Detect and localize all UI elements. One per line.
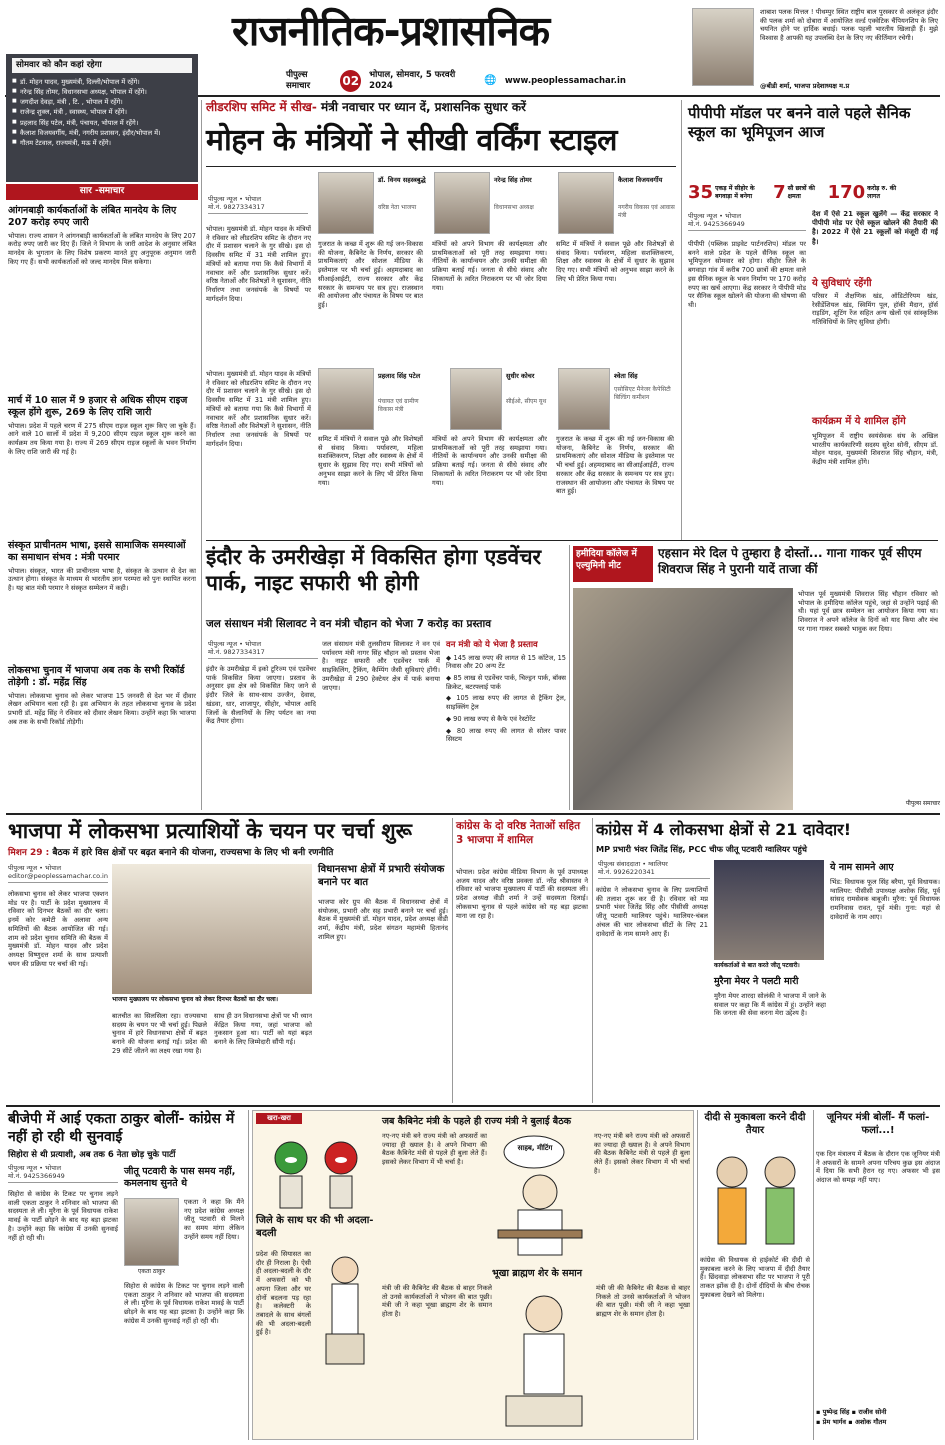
lead-body-2: गुजरात के कच्छ में शुरू की गई जन-विकास की योजना, कैबिनेट के निर्णय, सरकार की प्राथमिकताएं और सोशल मीडिया के इस्तेमाल पर भी चर्चा हुई। अहमदाबाद का सीआईआईटी, राज्य सरकार और केंद्र सरकार के समन्वय पर सत्र हुए। राजस्थान की आयोजना और पंचायत के विषय पर बात हुई।	[318, 240, 423, 309]
alumni-label: हमीदिया कॉलेज में एल्युमिनी मीट	[573, 546, 653, 582]
schedule-list	[12, 77, 192, 149]
column-divider	[813, 1110, 814, 1440]
person-photo	[318, 368, 374, 430]
column-divider	[569, 545, 570, 810]
park-proposal-box	[446, 640, 566, 805]
portrait-card	[318, 172, 426, 234]
park-body-1: इंदौर के उमरीखेड़ा में इको टूरिज्म एवं एडवेंचर पार्क विकसित किया जाएगा। प्रस्ताव के अनुसार इस क्षेत्र को विकसित किए जाने से इंदौर जिले के साथ-साथ उज्जैन, देवास, खंडवा, धार, शाजापुर, सीहोर, भोपाल आदि जिलों के सैलानियों के लिए पर्यटन का नया केंद्र तैयार होगा।	[206, 665, 316, 726]
person-role: पंचायत एवं ग्रामीण विकास मंत्री	[378, 398, 419, 413]
list-item: ■ राजेन्द्र शुक्ल, मंत्री , स्वास्थ्य, भोपाल में रहेंगे।	[12, 107, 192, 117]
cong-two-body: भोपाल। प्रदेश कांग्रेस मीडिया विभाग के पूर्व उपाध्यक्ष अजय यादव और वरिष्ठ प्रवक्ता डॉ. नरेंद्र श्रीवास्तव ने रविवार को भाजपा मुख्यालय में पार्टी की सदस्यता ली। प्रदेश अध्यक्ष वीडी शर्मा ने उन्हें सदस्यता दिलाई। लोकसभा चुनाव से पहले कांग्रेस को यह बड़ा झटका माना जा रहा है।	[456, 868, 588, 920]
person-photo	[318, 172, 374, 234]
credit-name: राजीव सोनी	[858, 1408, 887, 1416]
bjp-headline: भाजपा में लोकसभा प्रत्याशियों के चयन पर चर्चा शुरू	[8, 819, 412, 843]
park-body-2: जल संसाधन मंत्री तुलसीराम सिलावट ने वन एवं पर्यावरण मंत्री नागर सिंह चौहान को प्रस्ताव भेजा है। नाइट सफारी और एडवेंचर पार्क में साइकिलिंग, ट्रैकिंग, कैम्पिंग जैसी सुविधाएं होंगी। उमरीखेड़ा में 290 हेक्टेयर क्षेत्र में पार्क बनाया जाएगा।	[322, 640, 440, 692]
school-sub2-body: भूमिपूजन में राष्ट्रीय स्वयंसेवक संघ के अखिल भारतीय कार्यकारिणी सदस्य सुरेश सोनी, सीएम डॉ. मोहन यादव, मुख्यमंत्री शिवराज सिंह चौहान, मंत्री, केंद्रीय मंत्री शामिल होंगे।	[812, 432, 938, 467]
page-number: 02	[340, 70, 361, 92]
brief-2	[8, 395, 196, 535]
school-sub2: कार्यक्रम में ये शामिल होंगे	[812, 416, 906, 427]
school-side: देश में ऐसे 21 स्कूल खुलेंगे — केंद्र सरकार ने पीपीपी मोड पर ऐसे स्कूल खोलने की तैयारी की है। 2022 में ऐसे 21 स्कूलों को मंजूरी दी गई है।	[812, 210, 938, 246]
lead-body-7: मंत्रियों को अपने विभाग की कार्यक्षमता और प्राथमिकताओं को पूरी तरह समझाया गया। नीतियों के कार्यान्वयन और उनकी समीक्षा की प्रक्रिया बताई गई। जनता से सीधे संवाद और शिकायतों के त्वरित निराकरण पर भी जोर दिया गया।	[432, 435, 547, 487]
bjp-deck: मिशन 29 : बैठक में हारे विस क्षेत्रों पर बढ़त बनाने की योजना, राज्यसभा के लिए भी बनी रणनीति	[8, 848, 334, 858]
alumni-credit: पीपुल्स समाचार	[905, 800, 940, 807]
cartoon-illustration	[702, 1142, 810, 1252]
proposal-item: ◆ 105 लाख रुपए की लागत से ट्रैकिंग ट्रेल, साइक्लिंग ट्रेल	[446, 694, 566, 712]
person-role: नगरीय विकास एवं आवास मंत्री	[618, 204, 675, 219]
lead-body-8: गुजरात के कच्छ में शुरू की गई जन-विकास की योजना, कैबिनेट के निर्णय, सरकार की प्राथमिकताएं और सोशल मीडिया के इस्तेमाल पर भी चर्चा हुई। अहमदाबाद का सीआईआईटी, राज्य सरकार और केंद्र सरकार के समन्वय पर सत्र हुए। राजस्थान की आयोजना और पंचायत के विषय पर बात हुई।	[556, 435, 674, 496]
bjp-body-1: लोकसभा चुनाव को लेकर भाजपा एक्शन मोड पर है। पार्टी के प्रदेश मुख्यालय में रविवार को दिनभर बैठकों का दौर चला। इनमें कोर कमेटी के अलावा अन्य समितियों की बैठक आयोजित की गई। शाम को प्रदेश चुनाव समिति की बैठक में मुख्यमंत्री डॉ. मोहन यादव और प्रदेश अध्यक्ष विष्णुदत्त शर्मा के साथ प्रत्याशी चयन की प्रक्रिया पर चर्चा की गई।	[8, 890, 108, 968]
person-role: वरिष्ठ नेता भाजपा	[378, 204, 417, 211]
bjp-photo	[112, 864, 312, 994]
khara-story2-body: नए-नए मंत्री बने राज्य मंत्री को अफसरों का ज्यादा ही ख्याल है। वे अपने विभाग की बैठक कैबिनेट मंत्री से पहले ही बुला लेते हैं। इसको लेकर विभाग में भी चर्चा है।	[382, 1132, 487, 1167]
column-divider	[592, 818, 593, 1103]
ekta-sub: जीतू पटवारी के पास समय नहीं, कमलनाथ सुनते थे	[124, 1166, 236, 1189]
ekta-photo-caption: एकता ठाकुर	[138, 1268, 165, 1275]
junior-body: एक दिन मंत्रालय में बैठक के दौरान एक जूनियर मंत्री ने अफसरों के सामने अपना परिचय कुछ इस अंदाज में दिया कि सभी हैरान रह गए। अफसर भी इस अंदाज को समझ नहीं पाए।	[816, 1150, 940, 1185]
cong21-deck: MP प्रभारी भंवर जितेंद्र सिंह, PCC चीफ जीतू पटवारी ग्वालियर पहुंचे	[596, 844, 808, 854]
proposal-item: ◆ 145 लाख रुपए की लागत से 15 कॉटेज, 15 निवास और 20 अन्य टेंट	[446, 653, 566, 671]
masthead-title	[232, 6, 622, 66]
masthead-quote: शाबाश पलक मित्तल ! पीथम्पुर स्थित राष्ट्रीय बाल पुरस्कार से अलंकृत इंदौर की पलक शर्मा को दोबारा में आयोजित वर्ल्ड एक्वेटिक चैंपियनशिप के लिए चयनित होने पर हार्दिक बधाई। पलक पहली भारतीय खिलाड़ी हैं। मुझे विश्वास है आपकी यह उपलब्धि देश के लिए नए कीर्तिमान रचेगी।	[760, 8, 938, 43]
list-item: ■ प्रहलाद सिंह पटेल, मंत्री, पंचायत, भोपाल में रहेंगे।	[12, 118, 192, 128]
lead-body-6: समिट में मंत्रियों ने सवाल पूछे और विशेषज्ञों से संवाद किया। पर्यावरण, महिला सशक्तिकरण, शिक्षा और स्वास्थ्य के क्षेत्रों में सुधार के सुझाव दिए गए। सभी मंत्रियों को अनुभव साझा करने के लिए भी प्रेरित किया गया।	[318, 435, 423, 487]
quote-person-photo	[692, 8, 754, 86]
website-link[interactable]: www.peoplessamachar.in	[504, 75, 626, 86]
lead-body-1: भोपाल। मुख्यमंत्री डॉ. मोहन यादव के मंत्रियों ने रविवार को लीडरशिप समिट के दौरान नए दौर में प्रशासन चलाने के गुर सीखे। इस दो दिवसीय समिट में 31 मंत्री शामिल हुए। मंत्रियों को बताया गया कि कैसे विभागों में नवाचार करें और प्रशासनिक सुधार करें। वरिष्ठ नेताओं और विशेषज्ञों ने सुशासन, नीति निर्धारण तथा जनसंपर्क के विषयों पर मार्गदर्शन दिया।	[206, 225, 311, 303]
person-photo	[434, 172, 490, 234]
person-photo	[558, 172, 614, 234]
brief-title: लोकसभा चुनाव में भाजपा अब तक के सभी रिकॉर्ड तोड़ेगी : डॉ. महेंद्र सिंह	[8, 665, 185, 688]
column-divider	[248, 1110, 249, 1440]
lead-byline: पीपुल्स न्यूज • भोपाल मो.नं. 9827334317	[208, 195, 308, 214]
khara-story3-title: भूखा ब्राह्मण शेर के समान	[492, 1268, 582, 1279]
schedule-box	[6, 54, 198, 182]
list-item: ■ डॉ. मोहन यादव, मुख्यमंत्री, दिल्ली/भोपाल में रहेंगे।	[12, 77, 192, 87]
cartoon-illustration	[256, 1128, 376, 1213]
column-divider	[697, 1110, 698, 1440]
khara-story2-body-2: नए-नए मंत्री बने राज्य मंत्री को अफसरों का ज्यादा ही ख्याल है। वे अपने विभाग की बैठक कैबिनेट मंत्री से पहले ही बुला लेते हैं। इसको लेकर विभाग में भी चर्चा है।	[594, 1132, 690, 1175]
cong21-photo-caption: कार्यकर्ताओं से बात करते जीतू पटवारी।	[714, 962, 800, 969]
paper-name: पीपुल्स समाचार	[286, 70, 311, 91]
cartoon-1	[256, 1128, 376, 1213]
list-item: ■ नरेन्द्र सिंह तोमर, विधानसभा अध्यक्ष, भोपाल में रहेंगे।	[12, 87, 192, 97]
ekta-deck: सिहोरा से थी प्रत्याशी, अब तक 6 नेता छोड़ चुके पार्टी	[8, 1150, 176, 1160]
bjp-body-2: बातचीत का सिलसिला रहा। राज्यसभा सदस्य के चयन पर भी चर्चा हुई। पिछले चुनाव में हारे विधानसभा क्षेत्रों में बढ़त बनाने की योजना बनाई गई। प्रदेश की 29 सीटें जीतने का लक्ष्य रखा गया है।	[112, 1012, 207, 1055]
stat-block: 7 सौ छात्रों की क्षमता	[773, 181, 815, 203]
cartoon-illustration	[314, 1250, 376, 1370]
list-item: ■ जगदीश देवड़ा, मंत्री , टि. , भोपाल में रहेंगे।	[12, 97, 192, 107]
stat-block: 170 करोड़ रु. की लागत	[827, 181, 897, 203]
saar-header: सार -समाचार	[6, 184, 198, 200]
masthead-quote-photo	[692, 8, 754, 86]
lead-body-5: भोपाल। मुख्यमंत्री डॉ. मोहन यादव के मंत्रियों ने रविवार को लीडरशिप समिट के दौरान नए दौर में प्रशासन चलाने के गुर सीखे। इस दो दिवसीय समिट में 31 मंत्री शामिल हुए। मंत्रियों को बताया गया कि कैसे विभागों में नवाचार करें और प्रशासनिक सुधार करें। वरिष्ठ नेताओं और विशेषज्ञों ने सुशासन, नीति निर्धारण तथा जनसंपर्क के विषयों पर मार्गदर्शन दिया।	[206, 370, 311, 448]
credits-box: ▪ पुष्पेन्द्र सिंह ▪ राजीव सोनी ▪ प्रेम भार्गव ▪ अशोक गौतम	[816, 1408, 887, 1426]
school-headline: पीपीपी मॉडल पर बनने वाले पहले सैनिक स्कूल का भूमिपूजन आज	[688, 104, 911, 141]
lead-rule	[206, 166, 676, 167]
portrait-card	[558, 172, 676, 234]
khara-story2-title: जब कैबिनेट मंत्री के पहले ही राज्य मंत्री ने बुलाई बैठक	[382, 1116, 572, 1127]
proposal-title: वन मंत्री को ये भेजा है प्रस्ताव	[446, 640, 538, 650]
ekta-sub-body-2: सिहोरा से कांग्रेस के टिकट पर चुनाव लड़ने वाली एकता ठाकुर ने शनिवार को भाजपा की सदस्यता ले ली। मुरैना के पूर्व विधायक राकेश मावई के पार्टी छोड़ने के बाद यह बड़ा झटका है। उन्होंने कहा कि कांग्रेस में उनकी सुनवाई नहीं हो रही थी।	[124, 1282, 244, 1325]
brief-body: भोपाल। राज्य शासन ने आंगनबाड़ी कार्यकर्ताओं के लंबित मानदेय के लिए 207 करोड़ रुपए जारी कर दिए हैं। जिले ने विभाग के जारी आदेश के अनुसार लंबित मानदेय के भुगतान के लिए विशेष प्रकरण मानते हुए अनुपूरक अनुमान जारी किए गए हैं। सभी कार्यकर्ताओं को जल्द मानदेय मिल सकेगा।	[8, 231, 196, 266]
didi-cartoon	[702, 1142, 810, 1252]
park-deck: जल संसाधन मंत्री सिलावट ने वन मंत्री चौहान को भेजा 7 करोड़ का प्रस्ताव	[206, 618, 492, 630]
cong21-names: भिंड: विधायक फूल सिंह बरैया, पूर्व विधायक। ग्वालियर: पीसीसी उपाध्यक्ष अशोक सिंह, पूर्व सांसद रामसेवक बाबूजी। मुरैना: पूर्व विधायक रामनिवास रावत, पूर्व मंत्री। गुना: यहां से दावेदारों के नाम आए।	[830, 878, 940, 921]
bjp-sub: विधानसभा क्षेत्रों में प्रभारी संयोजक बनाने पर बात	[318, 864, 445, 888]
stat-block: 35 एकड़ में सीहोर के बगवाड़ा में बनेगा	[688, 181, 755, 203]
cartoon-bubble: साहब, मीटिंग	[517, 1144, 553, 1152]
brief-title: संस्कृत प्राचीनतम भाषा, इससे सामाजिक समस्याओं का समाधान संभव : मंत्री परमार	[8, 540, 186, 563]
didi-body: कांग्रेस की विधायक से हाईकोर्ट की दीदी से मुकाबला करने के लिए भाजपा में दीदी तैयार हैं। छिंदवाड़ा लोकसभा सीट पर भाजपा ने पूरी ताकत झोंक दी है। दोनों दीदियों के बीच रोचक मुकाबला देखने को मिलेगा।	[700, 1256, 810, 1299]
cartoon-3	[490, 1130, 590, 1260]
brief-title: मार्च में 10 साल में 9 हजार से अधिक सीएम राइज स्कूल होंगे शुरू, 269 के लिए राशि जारी	[8, 395, 188, 418]
alumni-photo	[573, 588, 793, 810]
lead-kicker: लीडरशिप समिट में सीख- मंत्री नवाचार पर ध्यान दें, प्रशासनिक सुधार करें	[206, 100, 526, 114]
section-rule	[6, 1105, 940, 1107]
cong21-headline: कांग्रेस में 4 लोकसभा क्षेत्रों से 21 दावेदार!	[596, 820, 851, 839]
school-sub1: ये सुविधाएं रहेंगी	[812, 278, 872, 289]
bjp-byline: पीपुल्स न्यूज • भोपाल editor@peoplessamachar.co.in	[8, 864, 108, 883]
folio-bar	[286, 72, 626, 90]
lead-body-3: मंत्रियों को अपने विभाग की कार्यक्षमता और प्राथमिकताओं को पूरी तरह समझाया गया। नीतियों के कार्यान्वयन और उनकी समीक्षा की प्रक्रिया बताई गई। जनता से सीधे संवाद और शिकायतों के त्वरित निराकरण पर भी जोर दिया गया।	[432, 240, 547, 292]
credit-name: अशोक गौतम	[854, 1417, 887, 1426]
portrait-card	[434, 172, 552, 234]
brief-body: भोपाल। संस्कृत, भारत की प्राचीनतम भाषा है, संस्कृत के उत्थान से देश का उत्थान होगा। संस्कृत के माध्यम से भारतीय ज्ञान परम्परा को पुनः स्थापित करना है। यह बात मंत्री परमार ने संस्कृत सम्मेलन में कही।	[8, 566, 196, 593]
schedule-header: सोमवार को कौन कहां रहेगा	[12, 58, 192, 73]
person-name: श्वेता सिंह	[614, 372, 638, 380]
cong21-photo	[714, 860, 824, 960]
person-name: कैलाश विजयवर्गीय	[618, 176, 663, 184]
park-headline: इंदौर के उमरीखेड़ा में विकसित होगा एडवेंचर पार्क, नाइट सफारी भी होगी	[206, 545, 542, 595]
brief-3	[8, 540, 196, 660]
credit-name: पुष्पेन्द्र सिंह	[822, 1408, 850, 1416]
masthead-quote-by: @बीडी शर्मा, भाजपा प्रदेशाध्यक्ष म.प्र	[760, 82, 850, 90]
cong21-names-title: ये नाम सामने आए	[830, 862, 894, 873]
portrait-card	[318, 368, 426, 430]
brief-body: भोपाल। लोकसभा चुनाव को लेकर भाजपा 15 जनवरी से देश भर में दीवार लेखन अभियान चला रही है। इस अभियान के तहत लोकसभा चुनाव के प्रदेश प्रभारी डॉ. महेंद्र सिंह ने रविवार को दीवार लेखन किया। उन्होंने कहा कि भाजपा अब तक के सभी रिकॉर्ड तोड़ेगी।	[8, 691, 196, 726]
khara-story3-body: मंत्री जी की कैबिनेट की बैठक से बाहर निकले तो उनसे कार्यकर्ताओं ने भोजन की बात पूछी। मंत्री जी ने कहा भूखा ब्राह्मण शेर के समान होता है।	[382, 1284, 492, 1319]
cartoon-2	[314, 1250, 376, 1370]
lead-body-4: समिट में मंत्रियों ने सवाल पूछे और विशेषज्ञों से संवाद किया। पर्यावरण, महिला सशक्तिकरण, शिक्षा और स्वास्थ्य के क्षेत्रों में सुधार के सुझाव दिए गए। सभी मंत्रियों को अनुभव साझा करने के लिए भी प्रेरित किया गया।	[556, 240, 674, 283]
column-divider	[452, 818, 453, 1103]
bjp-photo-caption: भाजपा मुख्यालय पर लोकसभा चुनाव को लेकर दिनभर बैठकों का दौर चला।	[112, 996, 278, 1003]
cong21-byline: पीपुल्स संवाददाता • ग्वालियर मो.नं. 9926220341	[598, 860, 710, 879]
park-byline: पीपुल्स न्यूज • भोपाल मो.नं. 9827334317	[208, 640, 318, 659]
khara-label: खरा-खरा	[256, 1113, 302, 1124]
portrait-card	[558, 368, 676, 430]
column-divider	[681, 100, 682, 540]
sidebar-divider	[201, 100, 202, 810]
ekta-byline: पीपुल्स न्यूज • भोपाल मो.नं. 9425366949	[8, 1164, 118, 1183]
person-name: प्रहलाद सिंह पटेल	[378, 372, 421, 380]
khara-story1-title: जिले के साथ घर की भी अदला-बदली	[256, 1215, 374, 1239]
ekta-body: सिहोरा से कांग्रेस के टिकट पर चुनाव लड़ने वाली एकता ठाकुर ने शनिवार को भाजपा की सदस्यता ले ली। मुरैना के पूर्व विधायक राकेश मावई के पार्टी छोड़ने के बाद यह बड़ा झटका है। उन्होंने कहा कि कांग्रेस में उनकी सुनवाई नहीं हो रही थी।	[8, 1190, 118, 1242]
person-name: सुधीर कोचर	[506, 372, 535, 380]
lead-headline: मोहन के मंत्रियों ने सीखी वर्किंग स्टाइल	[206, 123, 617, 158]
alumni-body: भोपाल पूर्व मुख्यमंत्री शिवराज सिंह चौहान रविवार को भोपाल के हमीदिया कॉलेज पहुंचे, जहां से उन्होंने पढ़ाई की थी। यहां पूर्व छात्र सम्मेलन का आयोजन किया गया था। शिवराज ने अपने कॉलेज के दिनों को याद किया और मंच पर गाना गाकर सबको भावुक कर दिया।	[798, 590, 938, 633]
ekta-photo	[124, 1198, 179, 1266]
school-byline: पीपुल्स न्यूज • भोपाल मो.नं. 9425366949	[688, 212, 806, 231]
proposal-item: ◆ 80 लाख रुपए की लागत से सोलर पावर सिस्टम	[446, 726, 566, 744]
bjp-body-3: साथ ही उन विधानसभा क्षेत्रों पर भी ध्यान केंद्रित किया गया, जहां भाजपा को नुकसान हुआ था। पार्टी को यहां बढ़त बनाने के लिए जिम्मेदारी सौंपी गई।	[214, 1012, 312, 1047]
cartoon-4	[496, 1284, 592, 1434]
cartoon-illustration	[496, 1284, 592, 1434]
alumni-headline: एहसान मेरे दिल पे तुम्हारा है दोस्तों... गाना गाकर पूर्व सीएम शिवराज सिंह ने पुरानी यादें ताजा कीं	[658, 546, 922, 576]
ekta-sub-body: एकता ने कहा कि मैंने नए प्रदेश कांग्रेस अध्यक्ष जीतू पटवारी से मिलने का समय मांगा लेकिन उन्होंने समय नहीं दिया।	[184, 1198, 244, 1241]
person-photo	[450, 368, 502, 430]
section-rule	[6, 813, 940, 815]
person-name: नरेन्द्र सिंह तोमर	[494, 176, 532, 184]
khara-story3-body-2: मंत्री जी की कैबिनेट की बैठक से बाहर निकले तो उनसे कार्यकर्ताओं ने भोजन की बात पूछी। मंत्री जी ने कहा भूखा ब्राह्मण शेर के समान होता है।	[596, 1284, 690, 1319]
khara-story1-body: प्रदेश की सियासत का दौर ही निराला है। ऐसी ही अदला-बदली के दौर में अफसरों को भी अपना जिला और घर दोनों बदलना पड़ रहा है। कलेक्टरी के तबादले के साथ बंगलों की भी अदला-बदली हुई है।	[256, 1250, 311, 1337]
brief-body: भोपाल। प्रदेश में पहले चरण में 275 सीएम राइज स्कूल शुरू किए जा चुके हैं। आने वाले 10 सालों में प्रदेश में 9,200 सीएम राइज स्कूल शुरू करने का कार्यक्रम तय किया गया है। राज्य में 269 सीएम राइज स्कूलों के भवन निर्माण के लिए राशि जारी की गई है।	[8, 421, 196, 456]
person-photo	[558, 368, 610, 430]
school-stats	[688, 180, 938, 206]
list-item: ■ कैलाश विजयवर्गीय, मंत्री, नगरीय प्रशासन, इंदौर/भोपाल में।	[12, 128, 192, 138]
person-role: विधानसभा अध्यक्ष	[494, 204, 534, 211]
bjp-sub-body: भाजपा कोर ग्रुप की बैठक में विधानसभा क्षेत्रों में संयोजक, प्रभारी और सह प्रभारी बनाने पर चर्चा हुई। बैठक में मुख्यमंत्री डॉ. मोहन यादव, प्रदेश अध्यक्ष वीडी शर्मा, केंद्रीय मंत्री, प्रदेश संगठन महामंत्री हितानंद शामिल हुए।	[318, 898, 448, 941]
brief-1	[8, 205, 196, 385]
proposal-item: ◆ 85 लाख से एडवेंचर पार्क, चिल्ड्रन पार्क, बॉक्स क्रिकेट, बटरफ्लाई पार्क	[446, 674, 566, 691]
brief-title: आंगनबाड़ी कार्यकर्ताओं के लंबित मानदेय के लिए 207 करोड़ रुपए जारी	[8, 205, 177, 228]
globe-icon: 🌐	[484, 74, 497, 86]
section-rule	[206, 540, 938, 541]
ekta-headline: बीजेपी में आई एकता ठाकुर बोलीं- कांग्रेस में नहीं हो रही थी सुनवाई	[8, 1111, 235, 1146]
junior-headline: जूनियर मंत्री बोलीं- मैं फलां-फलां...!	[826, 1112, 930, 1136]
credit-name: प्रेम भार्गव	[822, 1417, 847, 1426]
person-role: एसोसिएट मैनेजर कैपेसिटी बिल्डिंग कमीशन	[614, 386, 671, 401]
page-title: राजनीतिक-प्रशासनिक	[232, 7, 550, 55]
cong21-sub-body: मुरैना मेयर शारदा सोलंकी ने भाजपा में जाने के सवाल पर कहा कि मैं कांग्रेस में हूं। उन्होंने कहा कि जनता की सेवा करना मेरा उद्देश्य है।	[714, 992, 826, 1018]
cong21-sub: मुरैना मेयर ने पलटी मारी	[714, 976, 799, 987]
person-role: सीईओ, सीएम यूथ	[506, 398, 547, 405]
didi-headline: दीदी से मुकाबला करने दीदी तैयार	[704, 1112, 806, 1136]
school-sub1-body: परिसर में शैक्षणिक खंड, ऑडिटोरियम खंड, रेसीडेंशियल खंड, स्विमिंग पूल, हॉकी मैदान, हॉर्स राइडिंग, शूटिंग रेंज सहित अन्य खेलों एवं सांस्कृतिक गतिविधियों के लिए सुविधा होगी।	[812, 292, 938, 327]
cong-two-headline: कांग्रेस के दो वरिष्ठ नेताओं सहित 3 भाजपा में शामिल	[456, 820, 581, 846]
portrait-card	[450, 368, 554, 430]
proposal-item: ◆ 90 लाख रुपए से कैफे एवं रेस्टोरेंट	[446, 714, 536, 723]
dateline: भोपाल, सोमवार, 5 फरवरी 2024	[369, 70, 456, 91]
list-item: ■ गौतम टेटवाल, राज्यमंत्री, मऊ में रहेंगे।	[12, 138, 192, 148]
person-name: डॉ. विनय सहस्त्रबुद्धे	[378, 176, 426, 184]
school-body: पीपीपी (पब्लिक प्राइवेट पार्टनरशिप) मॉडल पर बनने वाले प्रदेश के पहले सैनिक स्कूल का भूमिपूजन सोमवार को होगा। सीहोर जिले के बगवाड़ा गांव में करीब 700 छात्रों की क्षमता वाले इस सैनिक स्कूल के भवन निर्माण पर 170 करोड़ रुपए का खर्च आएगा। केंद्र सरकार ने पीपीपी मोड पर सैनिक स्कूल खोलने की योजना की घोषणा की थी।	[688, 240, 806, 309]
cong21-body: कांग्रेस ने लोकसभा चुनाव के लिए प्रत्याशियों की तलाश शुरू कर दी है। रविवार को मप्र प्रभारी भंवर जितेंद्र सिंह और पीसीसी अध्यक्ष जीतू पटवारी ग्वालियर पहुंचे। ग्वालियर-चंबल अंचल की चार लोकसभा सीटों के लिए 21 दावेदारों के नाम सामने आए हैं।	[596, 886, 708, 938]
brief-4	[8, 665, 196, 810]
